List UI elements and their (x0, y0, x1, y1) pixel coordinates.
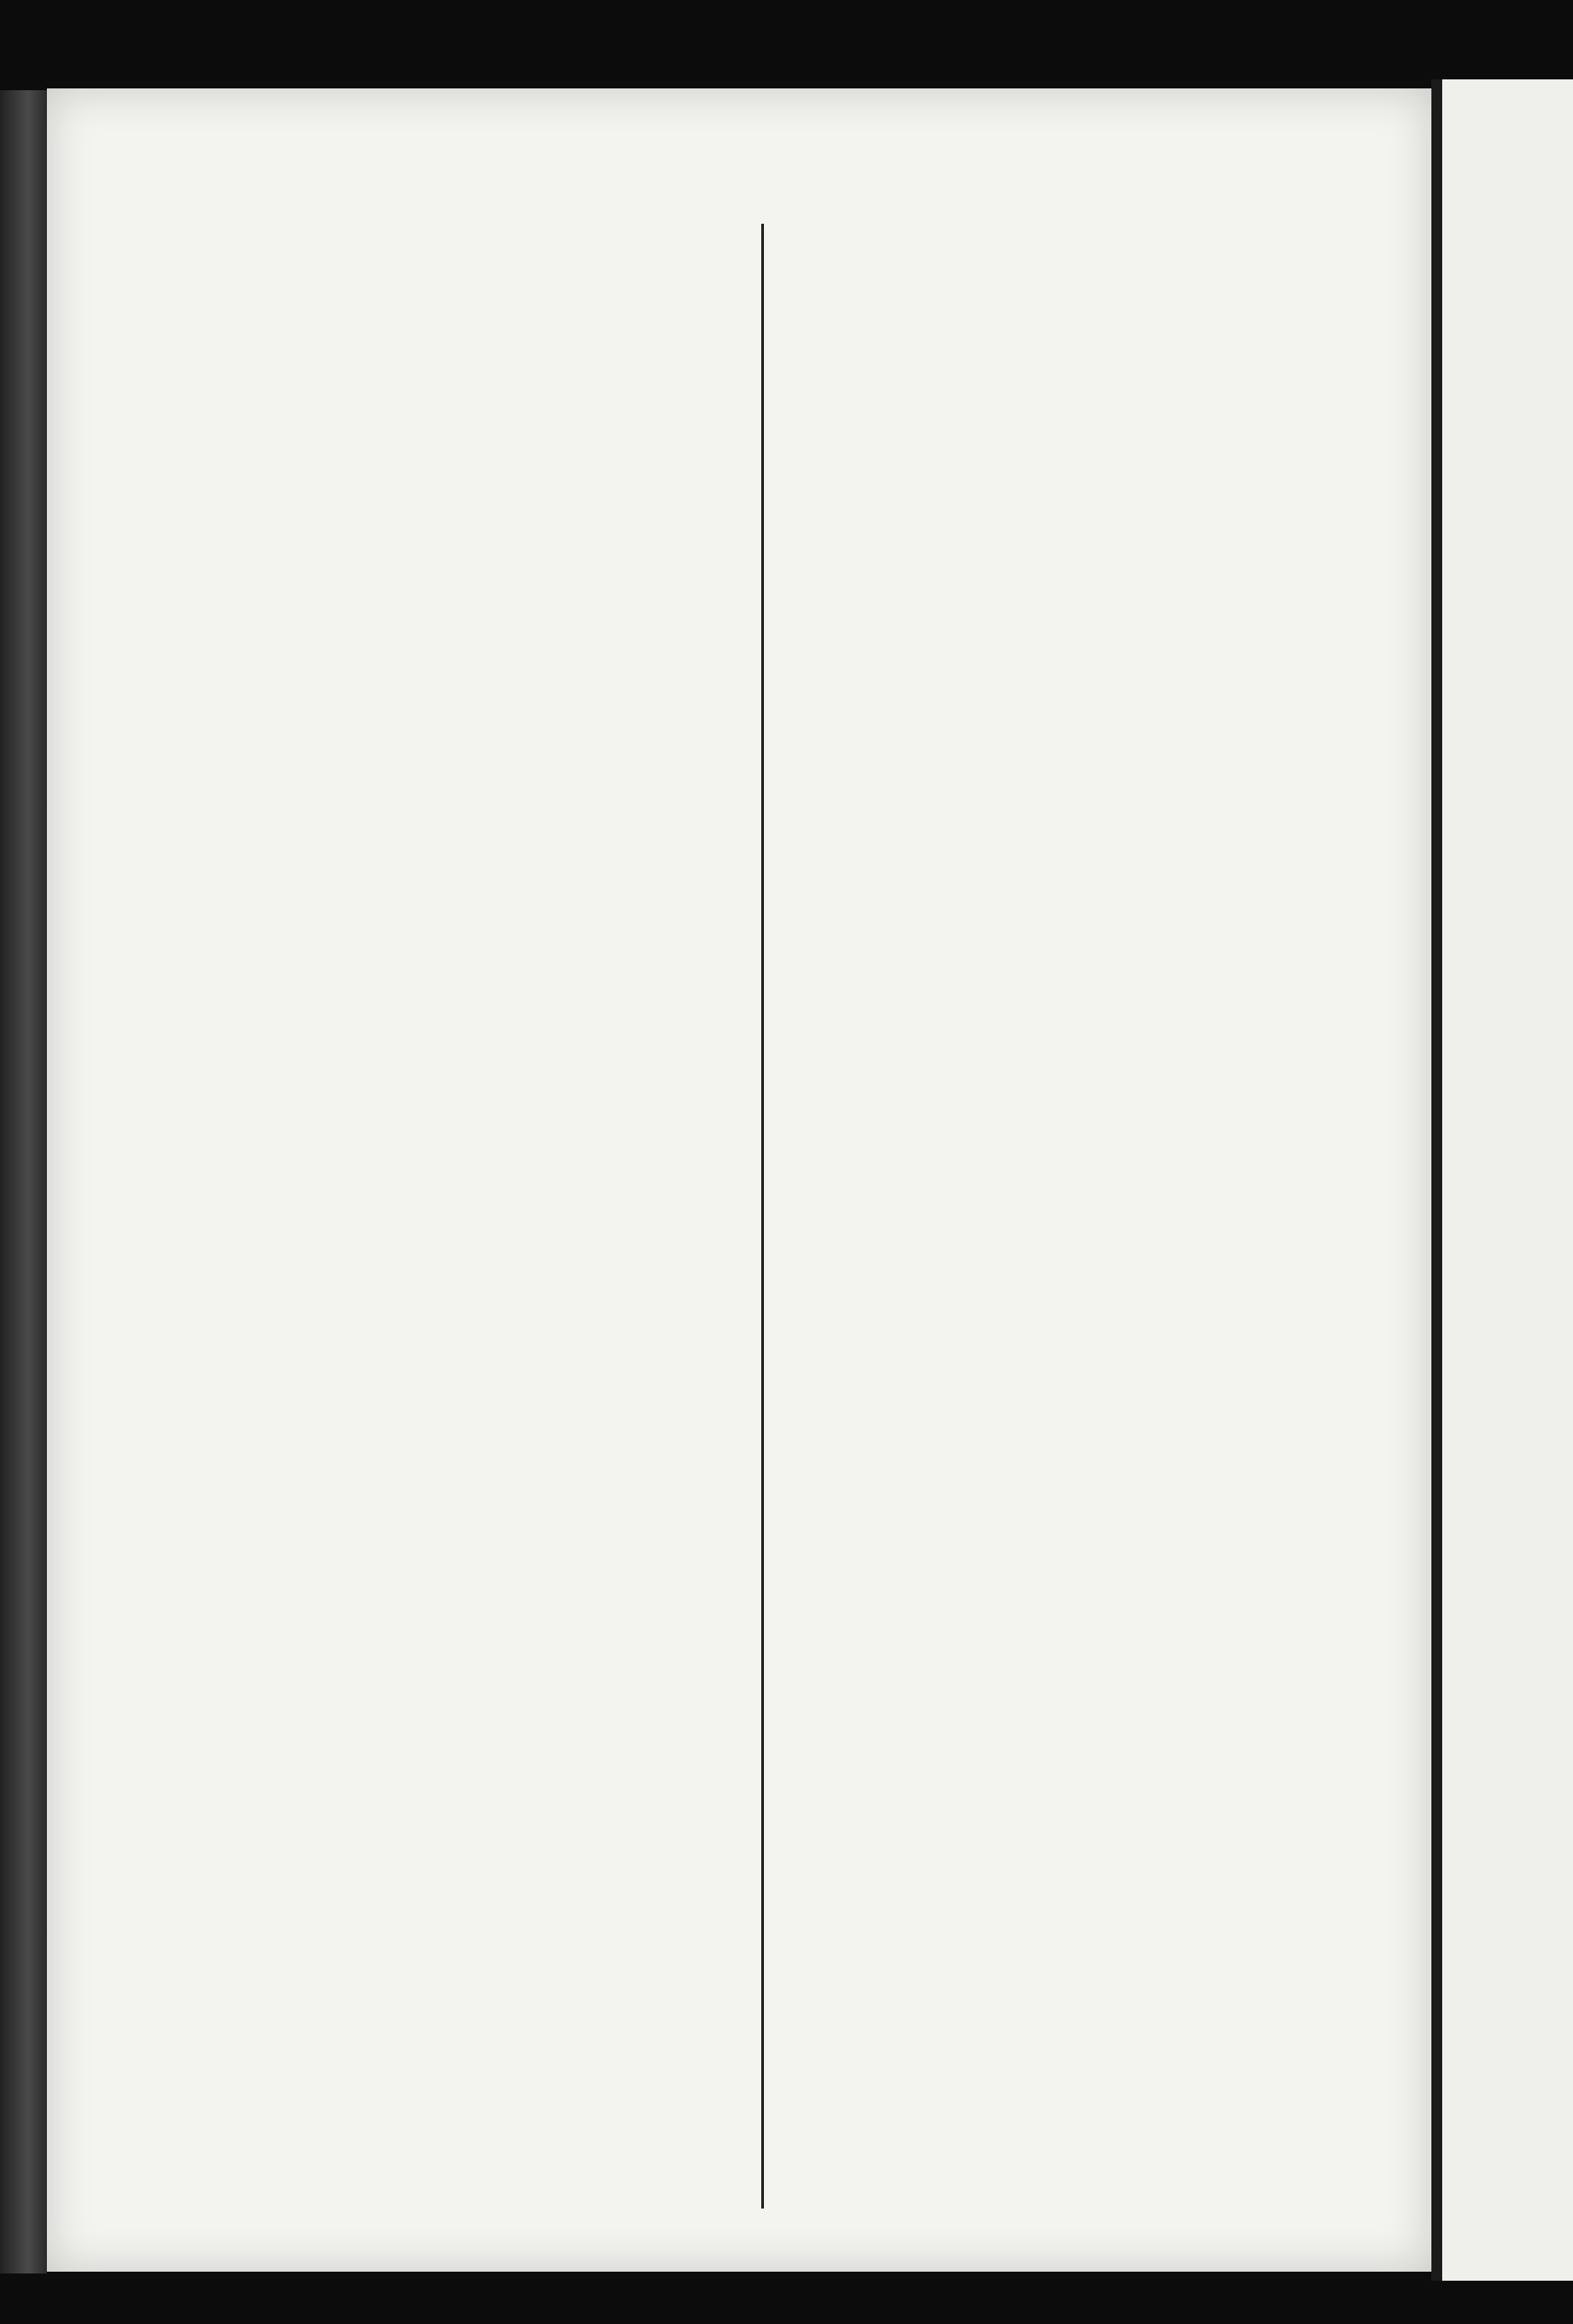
book-spine (0, 90, 47, 2273)
column-rule (761, 224, 764, 2209)
page-header (47, 152, 1431, 206)
catalogue-page (47, 88, 1431, 2272)
facing-page-fragment (1431, 79, 1573, 2281)
